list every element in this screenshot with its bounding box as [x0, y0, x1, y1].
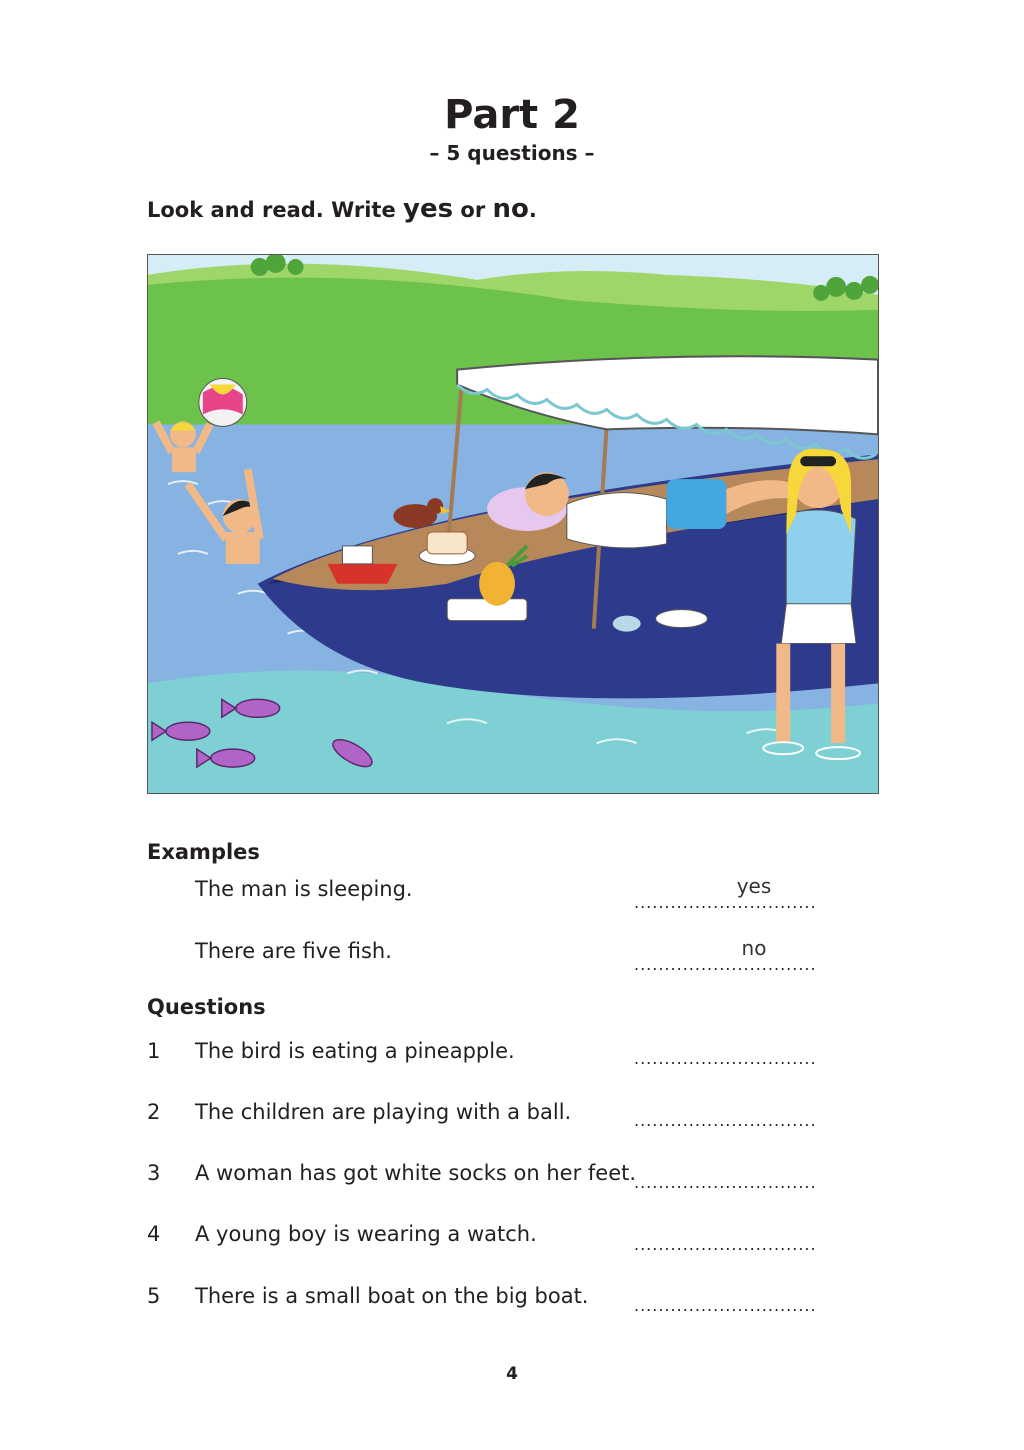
question-number: 4 [147, 1222, 161, 1246]
example-sentence: There are five fish. [195, 939, 392, 963]
question-number: 3 [147, 1161, 161, 1185]
question-sentence: There is a small boat on the big boat. [195, 1284, 589, 1308]
answer-field[interactable]: .............................. [634, 1235, 817, 1251]
question-sentence: A young boy is wearing a watch. [195, 1222, 537, 1246]
question-number: 5 [147, 1284, 161, 1308]
questions-heading: Questions [147, 995, 266, 1019]
answer-field[interactable]: .............................. [634, 1296, 817, 1312]
page-number: 4 [506, 1364, 518, 1384]
cake [427, 532, 467, 554]
question-number: 1 [147, 1039, 161, 1063]
socks [613, 616, 641, 632]
example-sentence: The man is sleeping. [195, 877, 413, 901]
page-subtitle: – 5 questions – [429, 141, 595, 165]
sneakers [656, 610, 708, 628]
blue-shorts [667, 479, 727, 529]
example-answer: no [741, 936, 767, 960]
boat-picnic-illustration [147, 254, 879, 794]
answer-field[interactable]: .............................. [634, 1173, 817, 1189]
question-number: 2 [147, 1100, 161, 1124]
woman-top [786, 510, 856, 614]
instruction-no: no [492, 194, 529, 224]
question-sentence: The bird is eating a pineapple. [195, 1039, 515, 1063]
small-boat [328, 564, 398, 584]
question-sentence: A woman has got white socks on her feet. [195, 1161, 637, 1185]
pineapple [479, 562, 515, 606]
examples-heading: Examples [147, 840, 260, 864]
answer-field[interactable]: .............................. [634, 1049, 817, 1065]
instruction-lead: Look and read. Write [147, 198, 396, 222]
instruction [147, 194, 537, 224]
question-sentence: The children are playing with a ball. [195, 1100, 572, 1124]
answer-field[interactable]: .............................. [634, 1111, 817, 1127]
plate [447, 599, 527, 621]
answer-line: .............................. [634, 955, 817, 971]
example-answer: yes [736, 874, 772, 898]
page-title: Part 2 [444, 92, 580, 138]
answer-line: .............................. [634, 893, 817, 909]
instruction-yes: yes [403, 194, 454, 224]
instruction-or: or [460, 198, 486, 222]
instruction-end: . [528, 198, 537, 222]
